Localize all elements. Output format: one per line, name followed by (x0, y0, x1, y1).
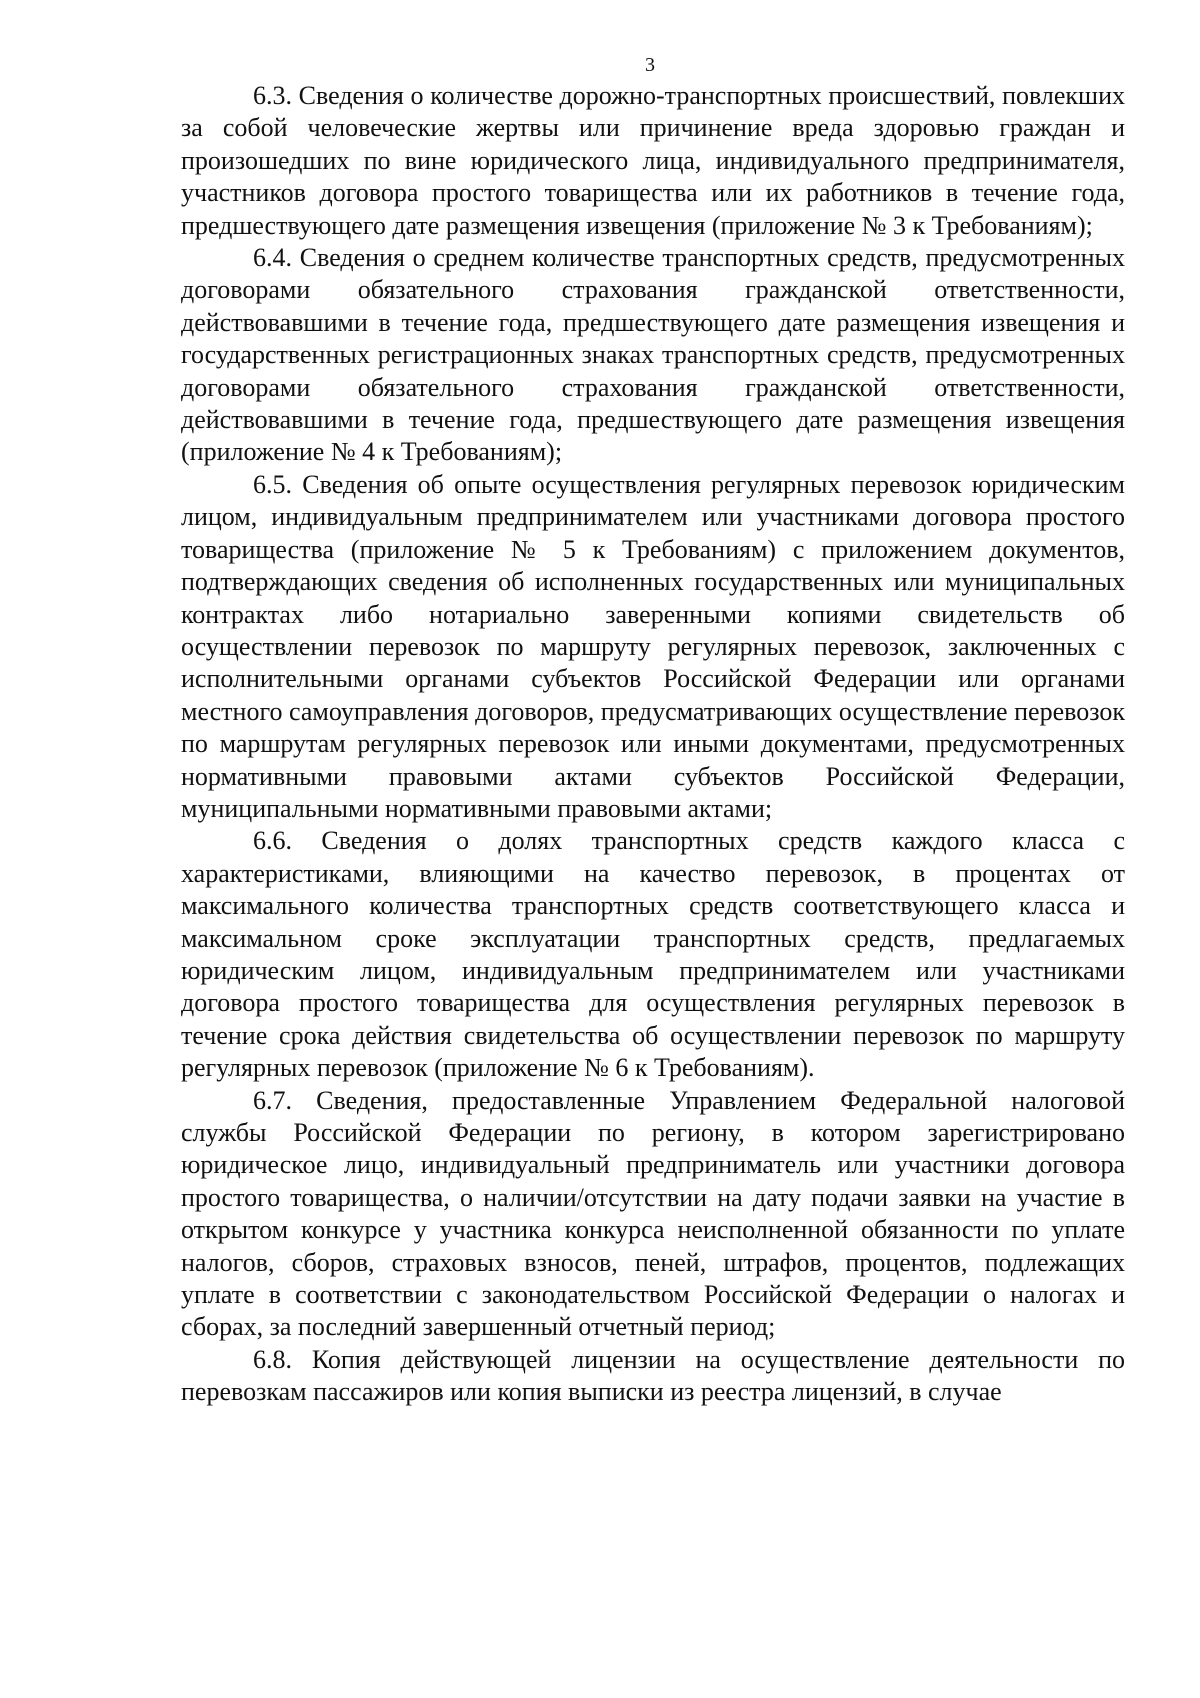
paragraph-6-7: 6.7. Сведения, предоставленные Управлением Федеральной налоговой службы Российской Федерации по региону, в котором зарегистрировано юридическое лицо, индивидуальный предприниматель или участники договора простого товарищества, о наличии/отсутствии на дату подачи заявки на участие в открытом конкурсе у участника конкурса неисполненной обязанности по уплате налогов, сборов, страховых взносов, пеней, штрафов, процентов, подлежащих уплате в соответствии с законодательством Российской Федерации о налогах и сборах, за последний завершенный отчетный период; (181, 1085, 1125, 1342)
paragraph-6-8: 6.8. Копия действующей лицензии на осуществление деятельности по перевозкам пассажиров или копия выписки из реестра лицензий, в случае (181, 1344, 1125, 1407)
paragraph-6-3: 6.3. Сведения о количестве дорожно-транспортных происшествий, повлекших за собой человеческие жертвы или причинение вреда здоровью граждан и произошедших по вине юридического лица, индивидуального предпринимателя, участников договора простого товарищества или их работников в течение года, предшествующего дате размещения извещения (приложение № 3 к Требованиям); (181, 81, 1125, 240)
document-body (181, 80, 1125, 1409)
paragraph-6-6: 6.6. Сведения о долях транспортных средств каждого класса с характеристиками, влияющими на качество перевозок, в процентах от максимального количества транспортных средств соответствующего класса и максимальном сроке эксплуатации транспортных средств, предлагаемых юридическим лицом, индивидуальным предпринимателем или участниками договора простого товарищества для осуществления регулярных перевозок в течение срока действия свидетельства об осуществлении перевозок по маршруту регулярных перевозок (приложение № 6 к Требованиям). (181, 826, 1125, 1083)
page-number: 3 (645, 54, 655, 76)
paragraph-6-5: 6.5. Сведения об опыте осуществления регулярных перевозок юридическим лицом, индивидуальным предпринимателем или участниками договора простого товарищества (приложение № 5 к Требованиям) с приложением документов, подтверждающих сведения об исполненных государственных или муниципальных контрактах либо нотариально заверенными копиями свидетельств об осуществлении перевозок по маршруту регулярных перевозок, заключенных с исполнительными органами субъектов Российской Федерации или органами местного самоуправления договоров, предусматривающих осуществление перевозок по маршрутам регулярных перевозок или иными документами, предусмотренных нормативными правовыми актами субъектов Российской Федерации, муниципальными нормативными правовыми актами; (181, 469, 1125, 823)
paragraph-6-4: 6.4. Сведения о среднем количестве транспортных средств, предусмотренных договорами обязательного страхования гражданской ответственности, действовавшими в течение года, предшествующего дате размещения извещения и государственных регистрационных знаках транспортных средств, предусмотренных договорами обязательного страхования гражданской ответственности, действовавшими в течение года, предшествующего дате размещения извещения (приложение № 4 к Требованиям); (181, 243, 1125, 467)
